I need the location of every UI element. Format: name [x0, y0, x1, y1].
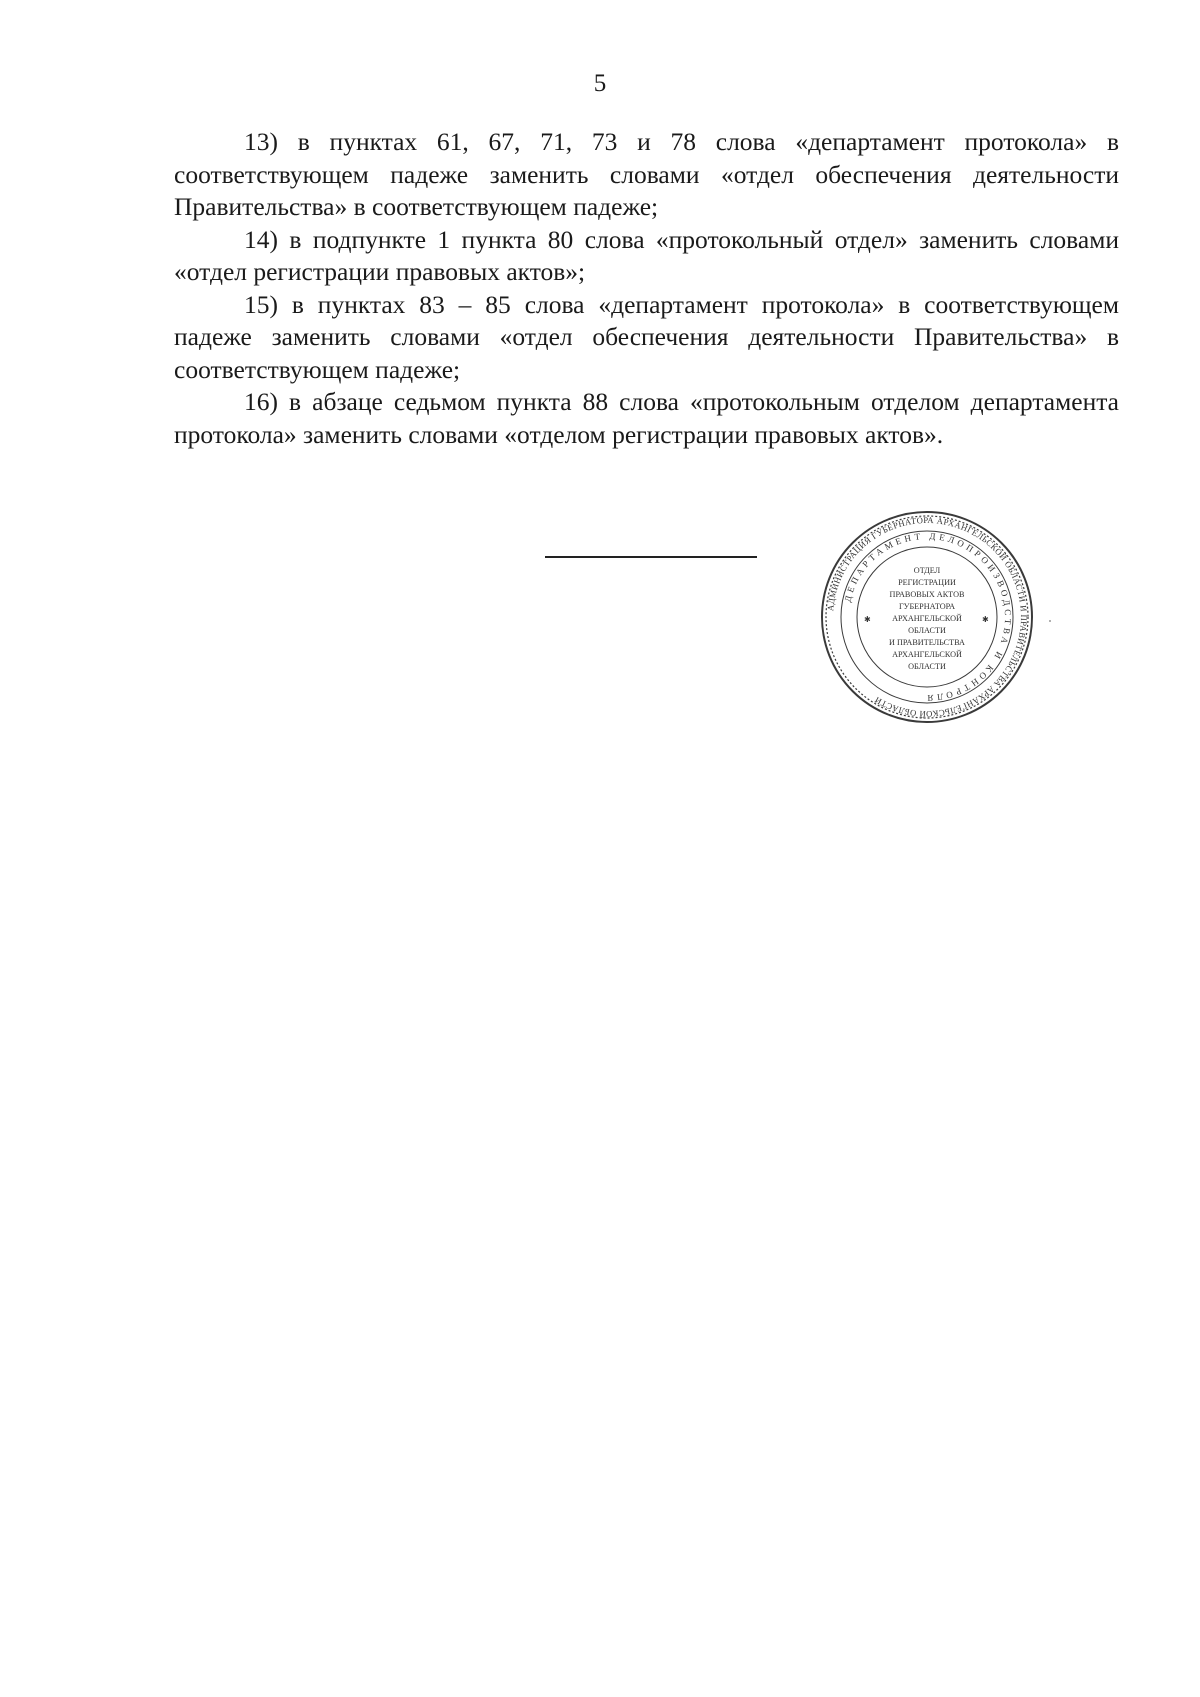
official-seal: [820, 510, 1034, 724]
seal-center-line: ОТДЕЛ: [913, 566, 941, 575]
seal-inner-ring-path-text: ДЕПАРТАМЕНТ ДЕЛОПРОИЗВОДСТВА И КОНТРОЛЯ: [842, 530, 1014, 704]
seal-center-line: РЕГИСТРАЦИИ: [898, 578, 956, 587]
seal-star-left: ✱: [864, 615, 871, 624]
amendment-item-15: 15) в пунктах 83 – 85 слова «департамент протокола» в соответствующем падеже заменить словами «отдел обеспечения деятельности Правительства» в соответствующем падеже;: [174, 289, 1119, 384]
seal-star-right: ✱: [982, 615, 989, 624]
seal-center-line: АРХАНГЕЛЬСКОЙ: [892, 650, 962, 659]
seal-center-line: ГУБЕРНАТОРА: [898, 602, 956, 611]
seal-center-line: АРХАНГЕЛЬСКОЙ: [892, 614, 962, 623]
page-number: 5: [593, 70, 607, 97]
amendment-item-14: 14) в подпункте 1 пункта 80 слова «протокольный отдел» заменить словами «отдел регистрации правовых актов»;: [174, 224, 1119, 286]
seal-graphic: [820, 510, 1034, 724]
scan-speck: [1049, 620, 1051, 622]
amendment-list: [174, 126, 1119, 451]
amendment-item-16: 16) в абзаце седьмом пункта 88 слова «протокольным отделом департамента протокола» заменить словами «отделом регистрации правовых актов».: [174, 387, 1119, 449]
seal-center-line: ОБЛАСТИ: [908, 662, 946, 671]
closing-rule: [545, 556, 757, 558]
seal-center-line: ОБЛАСТИ: [908, 626, 946, 635]
seal-center-line: И ПРАВИТЕЛЬСТВА: [889, 638, 965, 647]
amendment-item-13: 13) в пунктах 61, 67, 71, 73 и 78 слова «департамент протокола» в соответствующем падеже заменить словами «отдел обеспечения деятельности Правительства» в соответствующем падеже;: [174, 127, 1119, 221]
seal-outer-ring-path-text: АДМИНИСТРАЦИЯ ГУБЕРНАТОРА АРХАНГЕЛЬСКОЙ ОБЛАСТИ И ПРАВИТЕЛЬСТВА АРХАНГЕЛЬСКОЙ ОБЛАСТИ: [825, 514, 1030, 720]
seal-center-line: ПРАВОВЫХ АКТОВ: [889, 590, 965, 599]
seal-center-text: [889, 566, 965, 671]
